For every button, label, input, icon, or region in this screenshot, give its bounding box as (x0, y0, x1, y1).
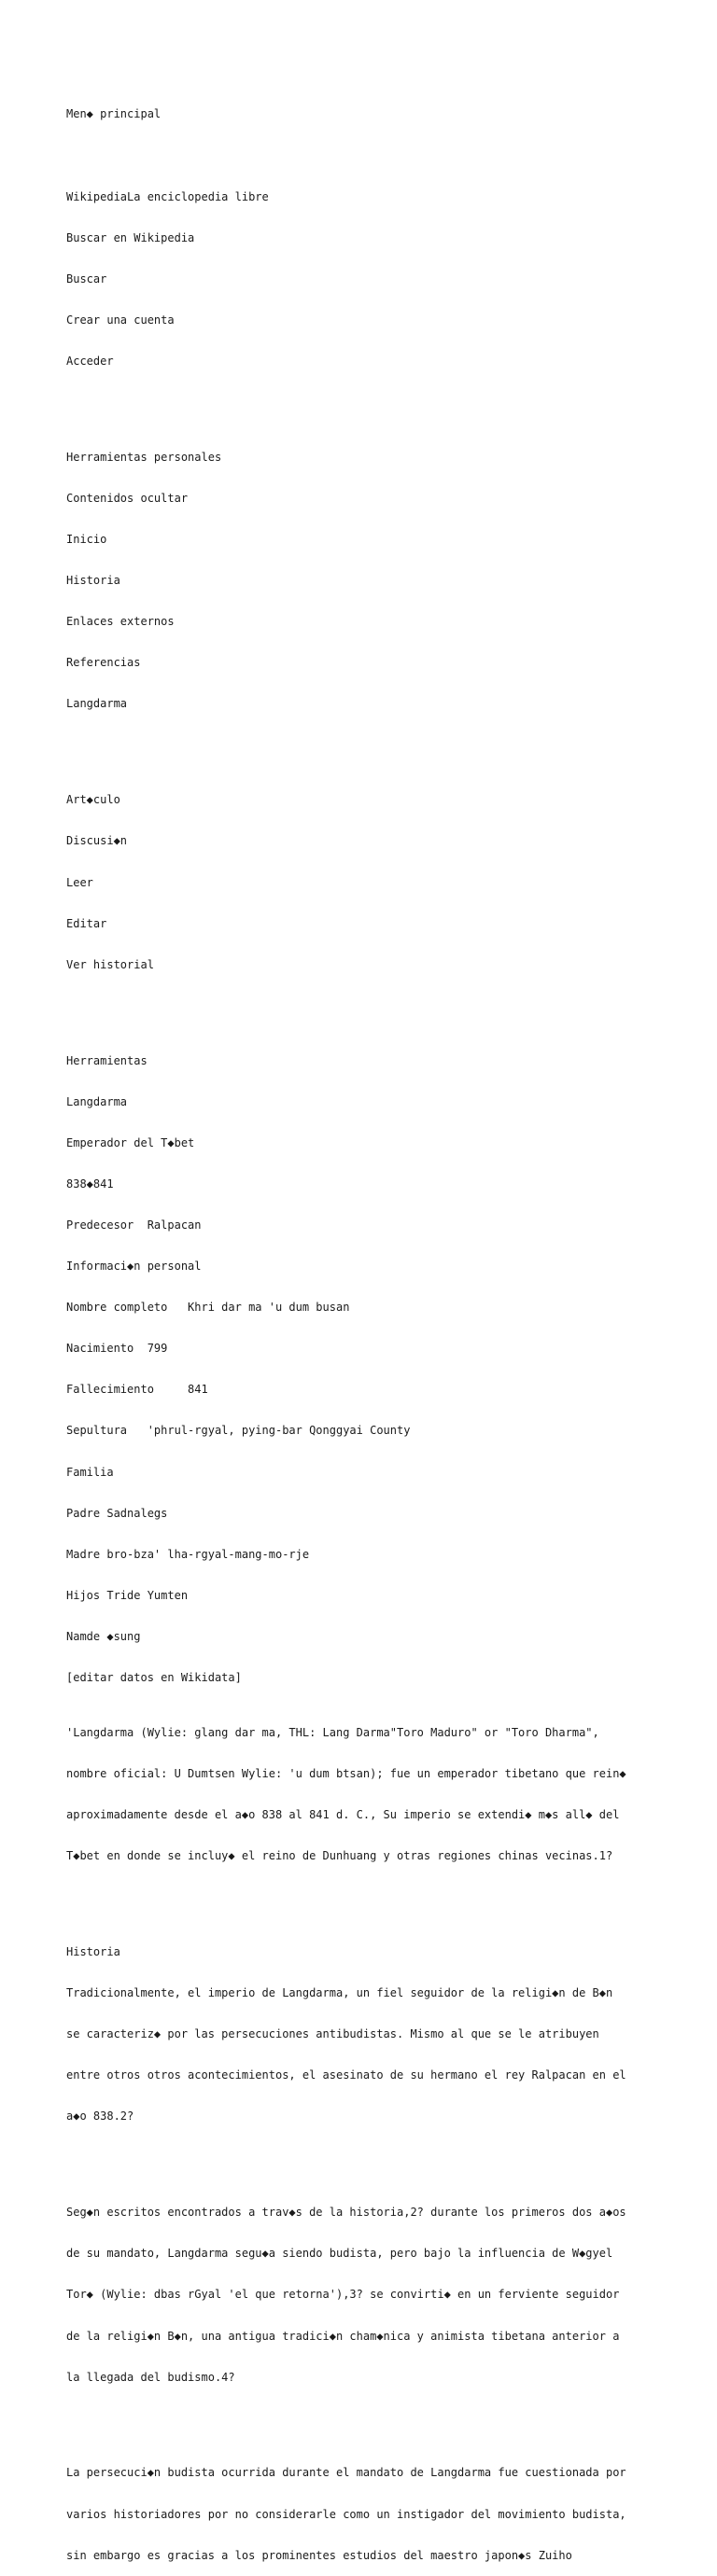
infobox-mother: Madre bro-bza' lha-rgyal-mang-mo-rje (66, 1547, 310, 1561)
infobox-burial: Sepultura 'phrul-rgyal, pying-bar Qonggyai County (66, 1424, 411, 1438)
history-p3-line: sin embargo es gracias a los prominentes estudios del maestro japon◆s Zuiho (66, 2548, 572, 2562)
site-title[interactable]: WikipediaLa enciclopedia libre (66, 189, 269, 203)
tab-edit[interactable]: Editar (66, 916, 107, 930)
intro-line: 'Langdarma (Wylie: glang dar ma, THL: Lang Darma"Toro Maduro" or "Toro Dharma", (66, 1725, 599, 1739)
tab-read[interactable]: Leer (66, 875, 93, 889)
infobox-family: Familia (66, 1465, 114, 1479)
infobox-personal-info: Informaci◆n personal (66, 1260, 202, 1274)
tab-history[interactable]: Ver historial (66, 957, 154, 971)
history-p2-line: de la religi◆n B◆n, una antigua tradici◆n cham◆nica y animista tibetana anterior a (66, 2329, 620, 2343)
article-page (66, 80, 664, 2576)
spacer (66, 999, 664, 1013)
infobox-role: Emperador del T◆bet (66, 1135, 195, 1149)
spacer (66, 149, 664, 163)
intro-line: T◆bet en donde se incluy◆ el reino de Dunhuang y otras regiones chinas vecinas.1? (66, 1849, 613, 1863)
spacer (66, 2151, 664, 2165)
spacer (66, 396, 664, 410)
spacer (66, 2412, 664, 2426)
edit-wikidata-link[interactable]: [editar datos en Wikidata] (66, 1670, 242, 1684)
toc-toggle[interactable]: Contenidos ocultar (66, 491, 189, 505)
history-p1-line: a◆o 838.2? (66, 2110, 134, 2123)
infobox-namde: Namde ◆sung (66, 1629, 141, 1643)
toc-item-enlaces-externos[interactable]: Enlaces externos (66, 615, 175, 629)
history-p2-line: Tor◆ (Wylie: dbas rGyal 'el que retorna'),3? se convirti◆ en un ferviente seguidor (66, 2288, 620, 2302)
history-p2-line: de su mandato, Langdarma segu◆a siendo budista, pero bajo la influencia de W◆gyel (66, 2247, 613, 2261)
history-heading: Historia (66, 1944, 120, 1958)
history-p1-line: entre otros otros acontecimientos, el asesinato de su hermano el rey Ralpacan en el (66, 2068, 626, 2082)
tab-discussion[interactable]: Discusi◆n (66, 834, 128, 848)
history-p3-line: varios historiadores por no considerarle como un instigador del movimiento budista, (66, 2507, 626, 2521)
toc-item-inicio[interactable]: Inicio (66, 533, 107, 547)
history-p3-line: La persecuci◆n budista ocurrida durante el mandato de Langdarma fue cuestionada por (66, 2466, 626, 2480)
main-menu-link[interactable]: Men◆ principal (66, 107, 162, 121)
intro-line: aproximadamente desde el a◆o 838 al 841 d. C., Su imperio se extendi◆ m◆s all◆ del (66, 1807, 620, 1821)
tab-article[interactable]: Art◆culo (66, 793, 120, 807)
search-input[interactable]: Buscar en Wikipedia (66, 230, 195, 244)
infobox-full-name: Nombre completo Khri dar ma 'u dum busan (66, 1301, 350, 1315)
infobox-predecessor: Predecesor Ralpacan (66, 1218, 202, 1232)
spacer (66, 1890, 664, 1904)
personal-tools-menu[interactable]: Herramientas personales (66, 450, 222, 464)
history-p1-line: Tradicionalmente, el imperio de Langdarma, un fiel seguidor de la religi◆n de B◆n (66, 1986, 613, 2000)
page-title: Langdarma (66, 697, 128, 711)
toc-item-historia[interactable]: Historia (66, 574, 120, 588)
tools-menu[interactable]: Herramientas (66, 1053, 148, 1067)
intro-line: nombre oficial: U Dumtsen Wylie: 'u dum btsan); fue un emperador tibetano que rein◆ (66, 1766, 626, 1780)
search-button[interactable]: Buscar (66, 272, 107, 285)
toc-item-referencias[interactable]: Referencias (66, 656, 141, 670)
history-p2-line: Seg◆n escritos encontrados a trav◆s de la historia,2? durante los primeros dos a◆os (66, 2206, 626, 2220)
infobox-death: Fallecimiento 841 (66, 1383, 208, 1397)
infobox-reign: 838◆841 (66, 1177, 114, 1191)
history-p1-line: se caracteriz◆ por las persecuciones antibudistas. Mismo al que se le atribuyen (66, 2027, 599, 2041)
create-account-link[interactable]: Crear una cuenta (66, 313, 175, 327)
infobox-father: Padre Sadnalegs (66, 1506, 168, 1520)
infobox-title: Langdarma (66, 1094, 128, 1108)
infobox-children: Hijos Tride Yumten (66, 1588, 189, 1602)
spacer (66, 739, 664, 753)
history-p2-line: la llegada del budismo.4? (66, 2370, 235, 2384)
infobox-birth: Nacimiento 799 (66, 1342, 168, 1356)
login-link[interactable]: Acceder (66, 354, 114, 368)
